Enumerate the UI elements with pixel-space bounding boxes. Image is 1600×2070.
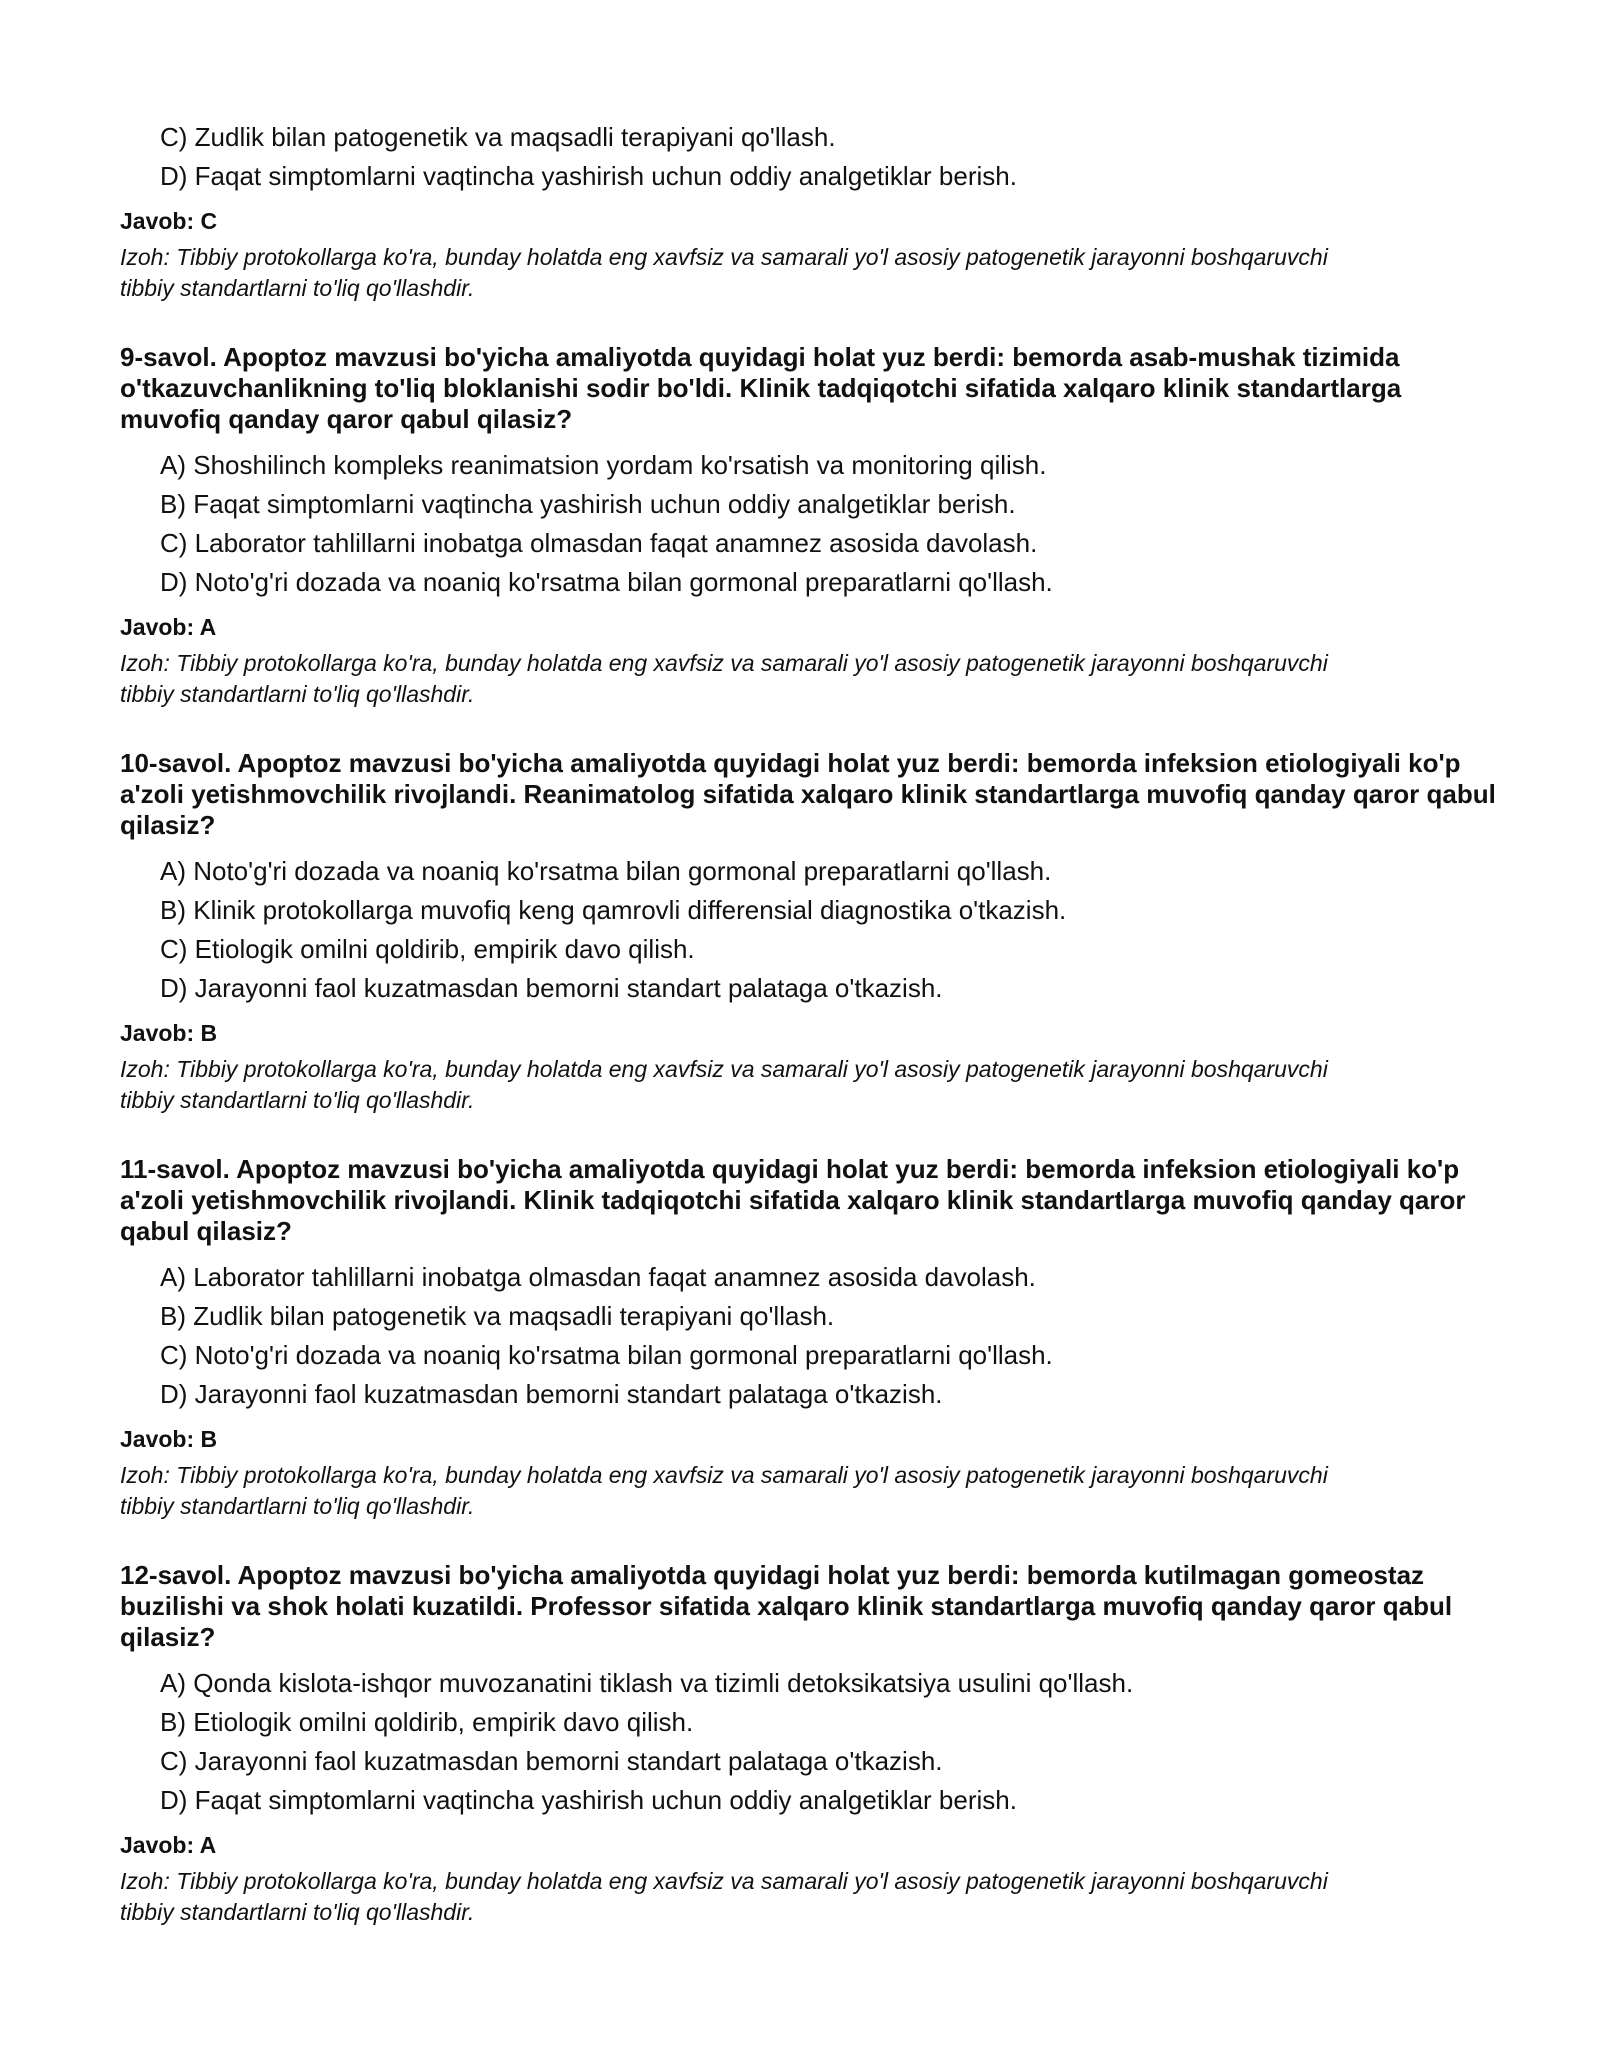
option-list	[120, 1664, 1500, 1820]
explanation-note: Izoh: Tibbiy protokollarga ko'ra, bunday holatda eng xavfsiz va samarali yo'l asosiy patogenetik jarayonni boshqaruvchi tibbiy standartlarni to'liq qo'llashdir.	[120, 1868, 1328, 1925]
document-page	[120, 118, 1500, 1928]
option-d: D) Jarayonni faol kuzatmasdan bemorni standart palataga o'tkazish.	[160, 1379, 943, 1409]
question-12	[120, 1560, 1500, 1928]
explanation-note: Izoh: Tibbiy protokollarga ko'ra, bunday holatda eng xavfsiz va samarali yo'l asosiy patogenetik jarayonni boshqaruvchi tibbiy standartlarni to'liq qo'llashdir.	[120, 244, 1328, 301]
question-10	[120, 748, 1500, 1116]
option-d: D) Noto'g'ri dozada va noaniq ko'rsatma bilan gormonal preparatlarni qo'llash.	[160, 567, 1053, 597]
option-b: B) Faqat simptomlarni vaqtincha yashirish uchun oddiy analgetiklar berish.	[160, 489, 1016, 519]
answer-label: Javob: A	[120, 614, 217, 640]
option-list	[120, 1258, 1500, 1414]
option-c: C) Noto'g'ri dozada va noaniq ko'rsatma bilan gormonal preparatlarni qo'llash.	[160, 1340, 1053, 1370]
question-title: 11-savol. Apoptoz mavzusi bo'yicha amaliyotda quyidagi holat yuz berdi: bemorda infeksion etiologiyali ko'p a'zoli yetishmovchilik rivojlandi. Klinik tadqiqotchi sifatida xalqaro klinik standartlarga muvofiq qanday qaror qabul qilasiz?	[120, 1154, 1466, 1246]
option-c: C) Laborator tahlillarni inobatga olmasdan faqat anamnez asosida davolash.	[160, 528, 1038, 558]
option-c: C) Etiologik omilni qoldirib, empirik davo qilish.	[160, 934, 695, 964]
explanation-note: Izoh: Tibbiy protokollarga ko'ra, bunday holatda eng xavfsiz va samarali yo'l asosiy patogenetik jarayonni boshqaruvchi tibbiy standartlarni to'liq qo'llashdir.	[120, 1056, 1328, 1113]
option-b: B) Zudlik bilan patogenetik va maqsadli terapiyani qo'llash.	[160, 1301, 835, 1331]
answer-label: Javob: B	[120, 1020, 218, 1046]
option-c: C) Zudlik bilan patogenetik va maqsadli terapiyani qo'llash.	[160, 122, 836, 152]
option-a: A) Laborator tahlillarni inobatga olmasdan faqat anamnez asosida davolash.	[160, 1262, 1036, 1292]
option-d: D) Faqat simptomlarni vaqtincha yashirish uchun oddiy analgetiklar berish.	[160, 1785, 1017, 1815]
option-list	[120, 852, 1500, 1008]
answer-label: Javob: A	[120, 1832, 217, 1858]
question-8-continuation	[120, 118, 1500, 304]
option-a: A) Shoshilinch kompleks reanimatsion yordam ko'rsatish va monitoring qilish.	[160, 450, 1047, 480]
explanation-note: Izoh: Tibbiy protokollarga ko'ra, bunday holatda eng xavfsiz va samarali yo'l asosiy patogenetik jarayonni boshqaruvchi tibbiy standartlarni to'liq qo'llashdir.	[120, 1462, 1328, 1519]
question-title: 10-savol. Apoptoz mavzusi bo'yicha amaliyotda quyidagi holat yuz berdi: bemorda infeksion etiologiyali ko'p a'zoli yetishmovchilik rivojlandi. Reanimatolog sifatida xalqaro klinik standartlarga muvofiq qanday qaror qabul qilasiz?	[120, 748, 1496, 840]
option-c: C) Jarayonni faol kuzatmasdan bemorni standart palataga o'tkazish.	[160, 1746, 943, 1776]
option-list	[120, 118, 1500, 196]
question-title: 12-savol. Apoptoz mavzusi bo'yicha amaliyotda quyidagi holat yuz berdi: bemorda kutilmagan gomeostaz buzilishi va shok holati kuzatildi. Professor sifatida xalqaro klinik standartlarga muvofiq qanday qaror qabul qilasiz?	[120, 1560, 1453, 1652]
option-a: A) Qonda kislota-ishqor muvozanatini tiklash va tizimli detoksikatsiya usulini qo'llash.	[160, 1668, 1134, 1698]
question-9	[120, 342, 1500, 710]
option-list	[120, 446, 1500, 602]
option-a: A) Noto'g'ri dozada va noaniq ko'rsatma bilan gormonal preparatlarni qo'llash.	[160, 856, 1052, 886]
question-11	[120, 1154, 1500, 1522]
question-title: 9-savol. Apoptoz mavzusi bo'yicha amaliyotda quyidagi holat yuz berdi: bemorda asab-mushak tizimida o'tkazuvchanlikning to'liq bloklanishi sodir bo'ldi. Klinik tadqiqotchi sifatida xalqaro klinik standartlarga muvofiq qanday qaror qabul qilasiz?	[120, 342, 1402, 434]
option-b: B) Klinik protokollarga muvofiq keng qamrovli differensial diagnostika o'tkazish.	[160, 895, 1067, 925]
answer-label: Javob: B	[120, 1426, 218, 1452]
option-d: D) Jarayonni faol kuzatmasdan bemorni standart palataga o'tkazish.	[160, 973, 943, 1003]
option-d: D) Faqat simptomlarni vaqtincha yashirish uchun oddiy analgetiklar berish.	[160, 161, 1017, 191]
answer-label: Javob: C	[120, 208, 218, 234]
explanation-note: Izoh: Tibbiy protokollarga ko'ra, bunday holatda eng xavfsiz va samarali yo'l asosiy patogenetik jarayonni boshqaruvchi tibbiy standartlarni to'liq qo'llashdir.	[120, 650, 1328, 707]
option-b: B) Etiologik omilni qoldirib, empirik davo qilish.	[160, 1707, 694, 1737]
